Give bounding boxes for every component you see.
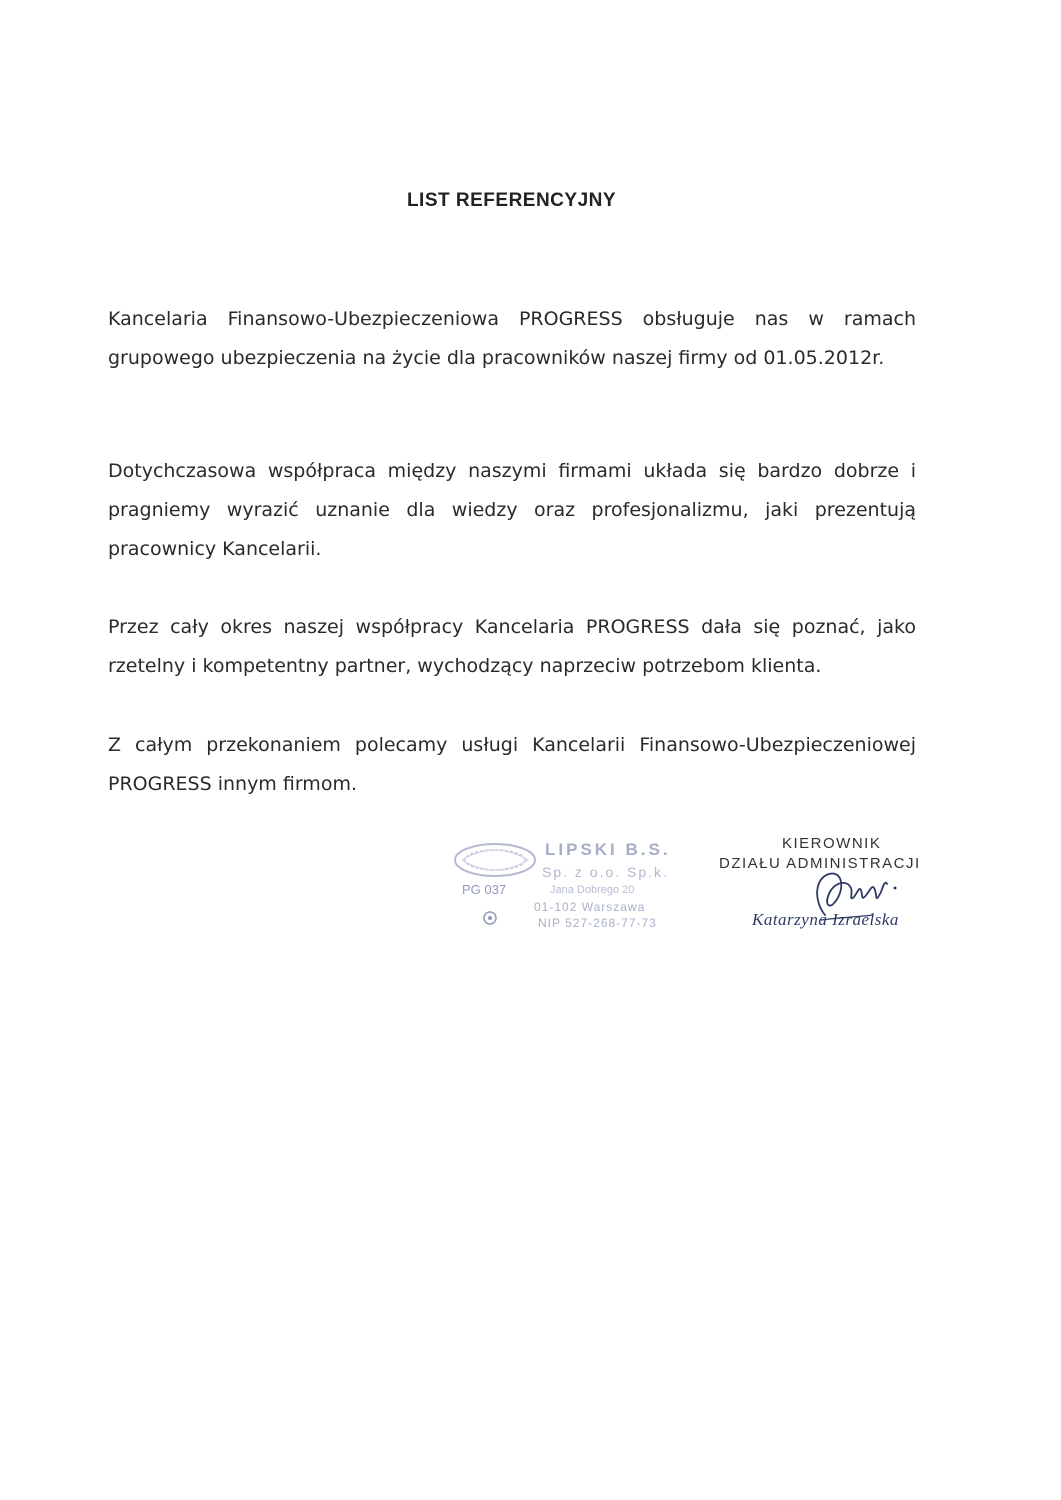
paragraph-2: Dotychczasowa współpraca między naszymi firmami układa się bardzo dobrze i pragniemy wyrazić uznanie dla wiedzy oraz profesjonalizmu, jaki prezentują pracownicy Kancelarii. [108,460,916,560]
document-title: LIST REFERENCYJNY [406,190,617,211]
stamp-street: Jana Dobrego 20 [550,884,635,896]
signatory-name: Katarzyna Izraelska [752,910,899,929]
paragraph-3: Przez cały okres naszej współpracy Kancelaria PROGRESS dała się poznać, jako rzetelny i kompetentny partner, wychodzący naprzeciw potrzebom klienta. [108,616,916,677]
stamp-circle-icon [482,910,498,926]
stamp-code: PG 037 [462,882,507,897]
stamp-company-name: LIPSKI B.S. [545,840,671,859]
stamp-legal-form: Sp. z o.o. Sp.k. [542,864,669,880]
paragraph-4: Z całym przekonaniem polecamy usługi Kancelarii Finansowo-Ubezpieczeniowej PROGRESS innym firmom. [108,734,916,795]
stamp-city: 01-102 Warszawa [534,900,646,914]
stamp-nip: NIP 527-268-77-73 [538,916,657,930]
signatory-title-line-1: KIEROWNIK [782,835,882,852]
signatory-title-line-2: DZIAŁU ADMINISTRACJI [719,855,921,872]
stamp-emblem-icon [450,838,540,883]
company-stamp [450,838,690,938]
paragraph-1: Kancelaria Finansowo-Ubezpieczeniowa PROGRESS obsługuje nas w ramach grupowego ubezpieczenia na życie dla pracowników naszej firmy od 01.05.2012r. [108,308,916,369]
